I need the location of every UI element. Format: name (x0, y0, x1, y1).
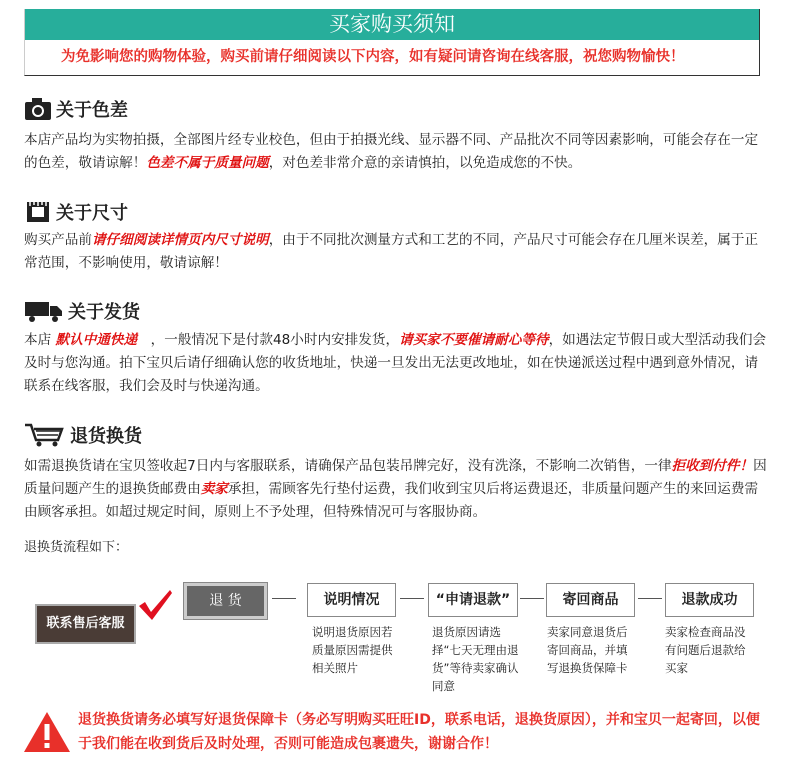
section-shipping-heading (24, 298, 140, 324)
ruler-icon (24, 200, 52, 224)
section-title: 关于色差 (56, 100, 128, 121)
section-color-text (24, 129, 769, 175)
section-returns-heading (24, 422, 142, 448)
text: 承担，需顾客先行垫付运费，我们收到宝贝后将运费退还，非质量问题产生的来回运费需由顾客承担。如超过规定时间，原则上不予处理，但特殊情况可与客服协商。 (24, 481, 759, 520)
section-title: 退货换货 (70, 426, 142, 447)
flow-step-2-desc: 退货原因请选择“七天无理由退货”等待卖家确认同意 (432, 625, 519, 693)
connector (520, 598, 544, 599)
highlight: 请仔细阅读详情页内尺寸说明 (91, 232, 269, 248)
flow-label: 退换货流程如下： (24, 540, 129, 555)
warning-text: 退货换货请务必填写好退货保障卡（务必写明购买旺旺ID，联系电话，退换货原因），并和宝贝一起寄回，以便于我们能在收到货后及时处理，否则可能造成包裹遗失，谢谢合作！ (78, 712, 760, 752)
flow-step-1-desc: 说明退货原因若质量原因需提供相关照片 (312, 625, 393, 675)
connector (400, 598, 424, 599)
connector (272, 598, 296, 599)
text: 如需退换货请在宝贝签收起7日内与客服联系，请确保产品包装吊牌完好，没有洗涤，不影响二次销售，一律 (24, 458, 672, 474)
flow-step-2: “申请退款” (428, 583, 518, 617)
section-shipping-text (24, 329, 769, 398)
return-step-box: 退 货 (184, 583, 267, 619)
section-size-text (24, 229, 769, 275)
text: ，如遇法定节假日或大型活动我们会及时与您沟通。拍下宝贝后请仔细确认您的收货地址，快递一旦发出无法更改地址，如在快递派送过程中遇到意外情况，请联系在线客服，我们会及时与快递沟通。 (24, 332, 767, 394)
banner-subtitle: 为免影响您的购物体验，购买前请仔细阅读以下内容，如有疑问请咨询在线客服，祝您购物愉快！ (61, 49, 685, 65)
cart-icon (24, 422, 66, 448)
highlight: 默认中通快递 (55, 332, 138, 348)
text: ，由于不同批次测量方式和工艺的不同，产品尺寸可能会存在几厘米误差，属于正常范围，不影响使用，敬请谅解！ (24, 232, 759, 271)
text: 本店产品均为实物拍摄，全部图片经专业校色，但由于拍摄光线、显示器不同、产品批次不同等因素影响，可能会存在一定的色差，敬请谅解！ (24, 132, 759, 171)
text: ，对色差非常介意的亲请慎拍，以免造成您的不快。 (268, 155, 582, 171)
section-title: 关于发货 (68, 302, 140, 323)
flow-step-4-desc: 卖家检查商品没有问题后退款给买家 (665, 625, 746, 675)
banner-title: 买家购买须知 (25, 9, 759, 40)
highlight: 色差不属于质量问题 (146, 155, 269, 171)
flow-step-3-desc: 卖家同意退货后寄回商品，并填写退换货保障卡 (547, 625, 628, 675)
highlight: 拒收到付件！ (671, 458, 754, 474)
flow-step-1: 说明情况 (307, 583, 396, 617)
flow-step-4: 退款成功 (665, 583, 754, 617)
truck-icon (24, 299, 64, 323)
flow-step-3: 寄回商品 (546, 583, 635, 617)
highlight: 卖家 (200, 481, 228, 497)
text: 因质量问题产生的退换货邮费由 (24, 458, 767, 497)
warning-icon (22, 710, 72, 754)
section-color-heading (24, 96, 128, 122)
text: 本店 (24, 332, 56, 348)
camera-icon (24, 97, 52, 121)
contact-service-box: 联系售后客服 (35, 604, 136, 644)
banner (24, 9, 760, 76)
section-size-heading (24, 199, 128, 225)
highlight: 请买家不要催请耐心等待 (399, 332, 549, 348)
checkmark-icon (137, 588, 173, 622)
section-title: 关于尺寸 (56, 203, 128, 224)
section-returns-text (24, 455, 769, 524)
text: 购买产品前 (24, 232, 92, 248)
connector (638, 598, 662, 599)
text: ，一般情况下是付款48小时内安排发货， (137, 332, 400, 348)
